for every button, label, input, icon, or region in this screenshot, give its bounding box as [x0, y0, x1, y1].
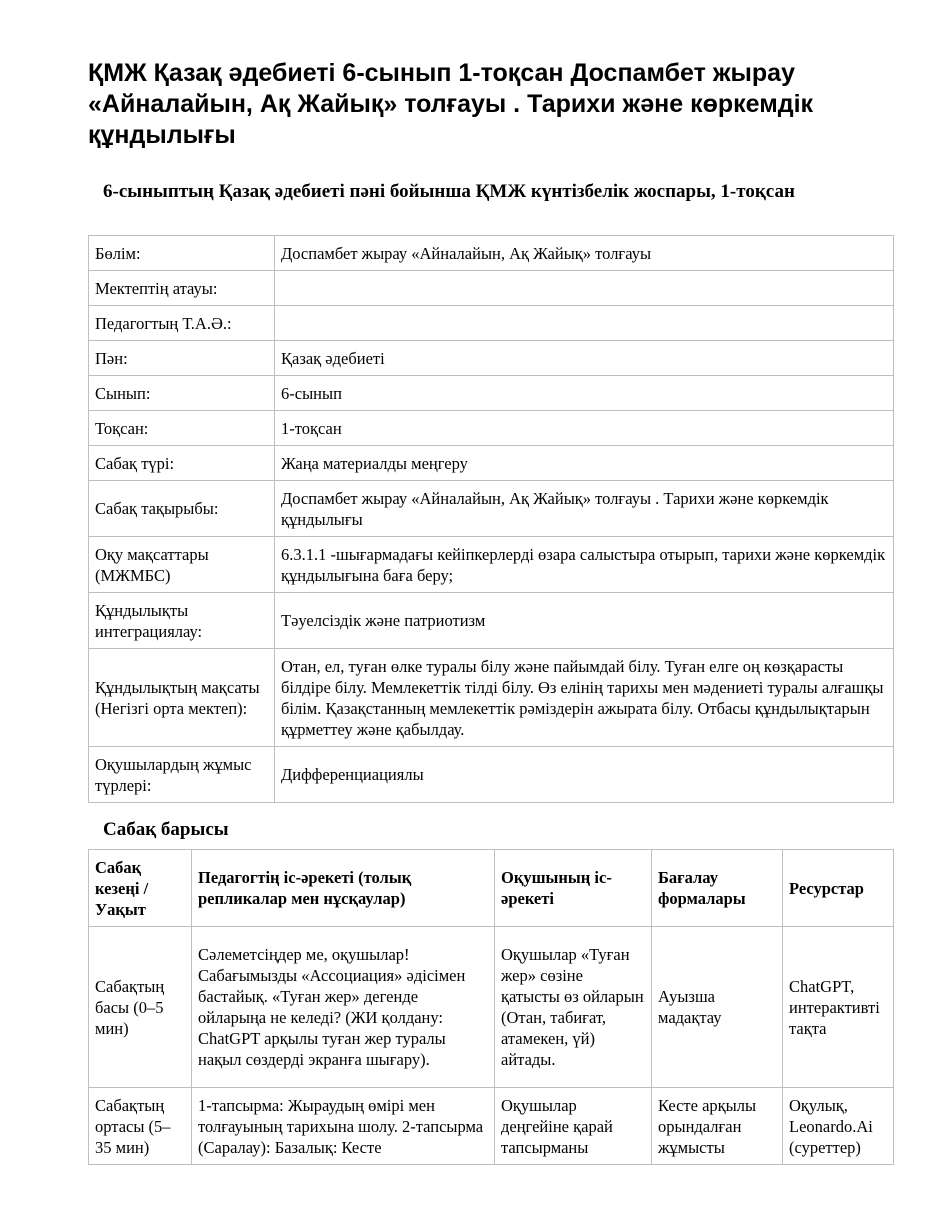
header-student-activity: Оқушының іс-әрекеті: [495, 850, 652, 927]
info-value: Дифференциациялы: [275, 747, 894, 803]
info-label: Құндылықтың мақсаты (Негізгі орта мектеп):: [89, 649, 275, 747]
info-label: Педагогтың Т.А.Ә.:: [89, 306, 275, 341]
info-value: [275, 271, 894, 306]
document-title: ҚМЖ Қазақ әдебиеті 6-сынып 1-тоқсан Доспамбет жырау «Айналайын, Ақ Жайық» толғауы . Тарихи және көркемдік құндылығы: [88, 59, 814, 149]
info-row-teacher: [89, 306, 894, 341]
info-label: Сабақ түрі:: [89, 446, 275, 481]
info-row-work-types: [89, 747, 894, 803]
info-label: Мектептің атауы:: [89, 271, 275, 306]
student-cell: Оқушылар деңгейіне қарай тапсырманы: [495, 1088, 652, 1165]
info-row-school: [89, 271, 894, 306]
lesson-info-table: [88, 235, 894, 803]
header-teacher-activity: Педагогтің іс-әрекеті (толық репликалар мен нұсқаулар): [192, 850, 495, 927]
info-row-grade: [89, 376, 894, 411]
info-label: Тоқсан:: [89, 411, 275, 446]
info-row-subject: [89, 341, 894, 376]
resources-cell: ChatGPT, интерактивті тақта: [783, 927, 894, 1088]
info-value: Қазақ әдебиеті: [275, 341, 894, 376]
stage-cell: Сабақтың басы (0–5 мин): [89, 927, 192, 1088]
header-stage: Сабақ кезеңі / Уақыт: [89, 850, 192, 927]
info-value: Тәуелсіздік және патриотизм: [275, 593, 894, 649]
lesson-row-middle: [89, 1088, 894, 1165]
resources-cell: Оқулық, Leonardo.Ai (суреттер): [783, 1088, 894, 1165]
info-value: 1-тоқсан: [275, 411, 894, 446]
info-value: Доспамбет жырау «Айналайын, Ақ Жайық» толғауы . Тарихи және көркемдік құндылығы: [275, 481, 894, 537]
plan-heading: 6-сыныптың Қазақ әдебиеті пәні бойынша ҚМЖ күнтізбелік жоспары, 1-тоқсан: [103, 181, 795, 202]
assessment-cell: Ауызша мадақтау: [652, 927, 783, 1088]
info-value: 6.3.1.1 -шығармадағы кейіпкерлерді өзара салыстыра отырып, тарихи және көркемдік құндылығына баға беру;: [275, 537, 894, 593]
info-label: Сабақ тақырыбы:: [89, 481, 275, 537]
info-row-value-integration: [89, 593, 894, 649]
info-row-lesson-type: [89, 446, 894, 481]
info-value: Доспамбет жырау «Айналайын, Ақ Жайық» толғауы: [275, 236, 894, 271]
info-value: [275, 306, 894, 341]
info-label: Оқушылардың жұмыс түрлері:: [89, 747, 275, 803]
header-assessment: Бағалау формалары: [652, 850, 783, 927]
teacher-cell: Сәлеметсіңдер ме, оқушылар! Сабағымызды «Ассоциация» әдісімен бастайық. «Туған жер» дегенде ойларыңа не келеді? (ЖИ қолдану: ChatGPT арқылы туған жер туралы нақыл сөздерді экранға шығару).: [192, 927, 495, 1088]
header-resources: Ресурстар: [783, 850, 894, 927]
teacher-cell: 1-тапсырма: Жыраудың өмірі мен толғауының тарихына шолу. 2-тапсырма (Саралау): Базалық: Кесте: [192, 1088, 495, 1165]
info-row-value-goal: [89, 649, 894, 747]
info-value: 6-сынып: [275, 376, 894, 411]
lesson-header-row: [89, 850, 894, 927]
info-row-quarter: [89, 411, 894, 446]
info-row-section: [89, 236, 894, 271]
stage-cell: Сабақтың ортасы (5–35 мин): [89, 1088, 192, 1165]
info-value: Отан, ел, туған өлке туралы білу және пайымдай білу. Туған елге оң көзқарасты білдіре білу. Мемлекеттік тілді білу. Өз елінің тарихы мен мәдениеті туралы алғашқы білім. Қазақстанның мемлекеттік рәміздерін ажырата білу. Отбасы құндылықтарын құрметтеу және қабылдау.: [275, 649, 894, 747]
lesson-row-start: [89, 927, 894, 1088]
info-label: Бөлім:: [89, 236, 275, 271]
lesson-flow-table: [88, 849, 894, 1165]
info-label: Құндылықты интеграциялау:: [89, 593, 275, 649]
info-label: Сынып:: [89, 376, 275, 411]
assessment-cell: Кесте арқылы орындалған жұмысты: [652, 1088, 783, 1165]
info-row-learning-objectives: [89, 537, 894, 593]
student-cell: Оқушылар «Туған жер» сөзіне қатысты өз ойларын (Отан, табиғат, атамекен, үй) айтады.: [495, 927, 652, 1088]
info-label: Оқу мақсаттары (МЖМБС): [89, 537, 275, 593]
info-label: Пән:: [89, 341, 275, 376]
info-value: Жаңа материалды меңгеру: [275, 446, 894, 481]
info-row-lesson-topic: [89, 481, 894, 537]
lesson-heading: Сабақ барысы: [103, 819, 229, 840]
